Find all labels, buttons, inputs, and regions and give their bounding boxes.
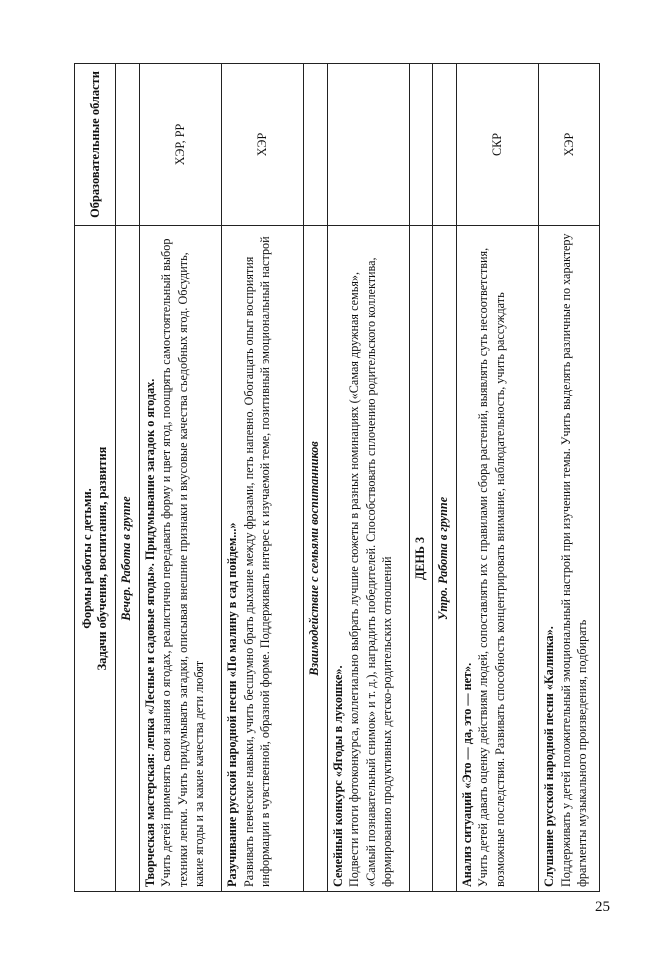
activity-text: Поддерживать у детей положительный эмоциональный настрой при изучении темы. Учить выделять различные по характеру фрагменты музыкального произведения, подбирать — [558, 233, 590, 887]
section-row — [304, 64, 327, 892]
rotated-table-wrapper — [74, 64, 600, 892]
section-row — [116, 64, 139, 892]
section-area-cell — [116, 64, 139, 226]
header-line-1: Формы работы с детьми. — [80, 488, 95, 629]
table-header-row — [75, 64, 116, 892]
section-area-cell — [304, 64, 327, 226]
activity-text: Учить детей давать оценку действиям людей, сопоставлять их с правилами сбора растений, выявлять суть несоответствия, возможные последствия. Развивать способность концентрировать внимание, наблюдательность, учить рассуждать — [476, 247, 507, 887]
activity-title: Разучивание русской народной песни «По малину в сад пойдем...» — [224, 522, 239, 887]
page-number: 25 — [595, 899, 610, 915]
activity-title: Семейный конкурс «Ягоды в лукошке». — [330, 665, 345, 887]
day-label: ДЕНЬ 3 — [410, 226, 433, 892]
header-areas: Образовательные области — [75, 64, 116, 226]
day-area-cell — [410, 64, 433, 226]
plan-table — [74, 63, 600, 892]
table-row — [221, 64, 303, 892]
table-row — [139, 64, 221, 892]
table-row — [539, 64, 600, 892]
section-label: Вечер. Работа в группе — [116, 226, 139, 892]
activity-title: Слушание русской народной песни «Калинка». — [542, 626, 557, 887]
header-forms-tasks — [75, 226, 116, 892]
area-cell — [327, 64, 409, 226]
table-row — [456, 64, 538, 892]
area-cell: ХЭР — [221, 64, 303, 226]
header-line-2: Задачи обучения, воспитания, развития — [95, 446, 110, 671]
area-cell: ХЭР — [539, 64, 600, 226]
activity-text: Учить детей применять свои знания о ягодах, реалистично передавать форму и цвет ягод, поощрять самостоятельный выбор техники лепки. Учить придумывать загадки, описывая внешние признаки и вкусовые качества съедобных ягод. Обсудить, какие ягоды и за какие качества дети любят — [159, 238, 207, 887]
section-label: Утро. Работа в группе — [433, 226, 456, 892]
activity-cell — [327, 226, 409, 892]
area-cell: СКР — [456, 64, 538, 226]
activity-cell — [456, 226, 538, 892]
day-row — [410, 64, 433, 892]
activity-title: Творческая мастерская: лепка «Лесные и садовые ягоды». Придумывание загадок о ягодах. — [142, 378, 157, 887]
activity-text: Подвести итоги фотоконкурса, коллегиально выбрать лучшие сюжеты в разных номинациях («Самая дружная семья», «Самый познавательный снимок» и т. д.), наградить победителей. Способствовать сплочению родительского коллектива, формированию продуктивных детско-родительских отношений — [347, 257, 395, 887]
section-row — [433, 64, 456, 892]
activity-cell — [221, 226, 303, 892]
area-cell: ХЭР, РР — [139, 64, 221, 226]
activity-title: Анализ ситуаций «Это — да, это — нет». — [459, 662, 474, 887]
table-row — [327, 64, 409, 892]
activity-cell — [539, 226, 600, 892]
section-area-cell — [433, 64, 456, 226]
activity-cell — [139, 226, 221, 892]
section-label: Взаимодействие с семьями воспитанников — [304, 226, 327, 892]
activity-text: Развивать певческие навыки, учить бесшумно брать дыхание между фразами, петь напевно. Обогащать опыт восприятия информации в чувственной, образной форме. Поддерживать интерес к изучаемой теме, позитивный эмоциональный настрой — [241, 236, 273, 887]
